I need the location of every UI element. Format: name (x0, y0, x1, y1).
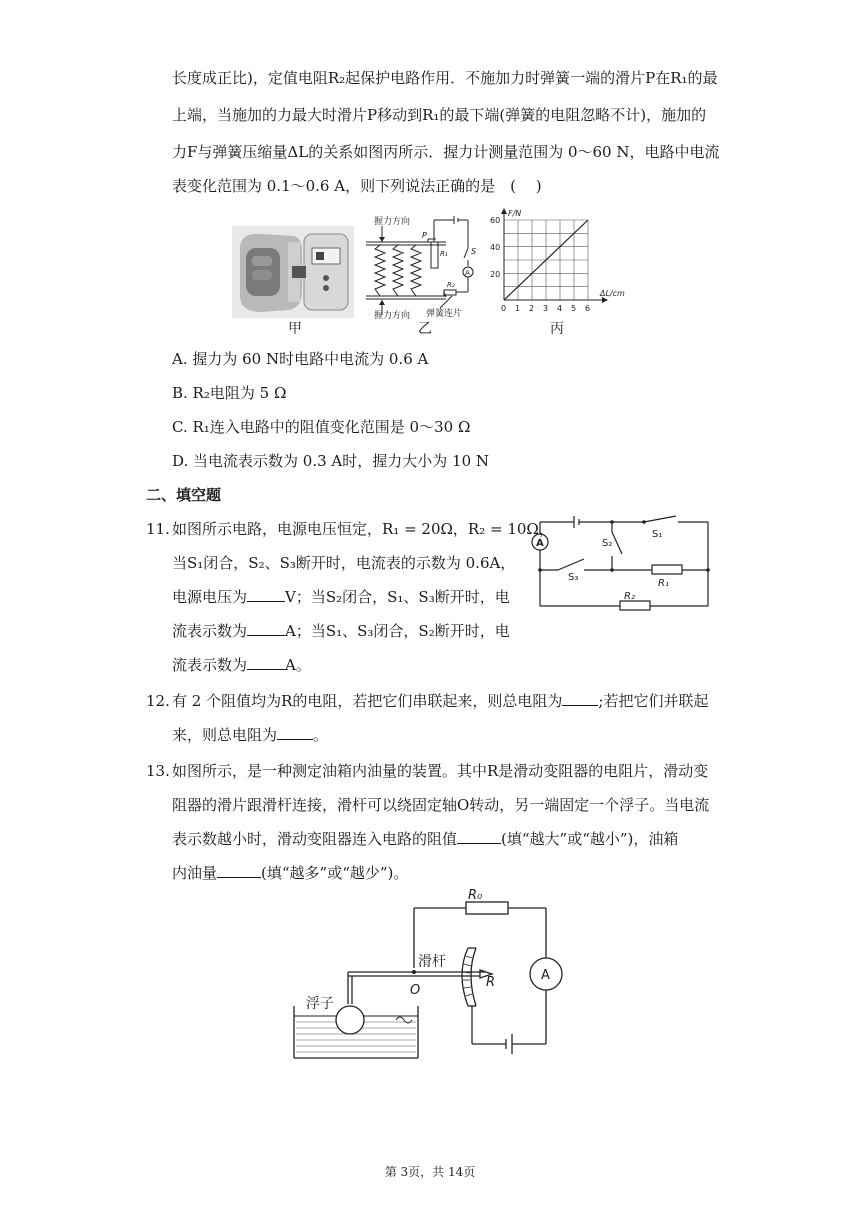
xtick-0: 0 (501, 304, 507, 313)
q11-text-c: 流表示数为 (172, 622, 248, 640)
q13-ammeter-label: A (541, 968, 550, 983)
q13-blank-resistance[interactable] (457, 829, 501, 844)
q13-pivot-label: O (410, 983, 421, 998)
q11-ammeter-label: A (536, 538, 544, 549)
q13-text-d: (填“越多”或“越少”)。 (261, 864, 409, 882)
bing-xlabel: ΔL/cm (600, 289, 625, 298)
q11-line-2: 当S₁闭合，S₂、S₃断开时，电流表的示数为 0.6A， (172, 554, 516, 572)
q10-option-b[interactable]: B. R₂电阻为 5 Ω (172, 384, 287, 402)
q11-text-d: A；当S₁、S₃闭合，S₂断开时，电 (285, 622, 510, 640)
grip-meter-photo (232, 226, 354, 318)
switch-s-label: S (471, 247, 477, 256)
ytick-40: 40 (490, 243, 501, 252)
q12-line-1 (172, 691, 708, 711)
slider-p-label: P (422, 231, 427, 240)
ytick-60: 60 (490, 216, 501, 225)
ytick-20: 20 (490, 270, 501, 279)
q11-text-e: 流表示数为 (172, 656, 248, 674)
q11-number: 11. (146, 520, 170, 538)
q11-r1-label: R₁ (658, 578, 669, 589)
q11-blank-voltage[interactable] (247, 587, 285, 602)
q13-text-c: 内油量 (172, 864, 218, 882)
q11-circuit-diagram (526, 512, 718, 614)
oil-tank-diagram (286, 882, 576, 1082)
xtick-4: 4 (557, 304, 563, 313)
q11-line-5 (172, 655, 311, 675)
fig-yi-label: 乙 (418, 321, 432, 337)
xtick-3: 3 (543, 304, 549, 313)
spring-circuit-diagram (356, 212, 501, 320)
q13-float-label: 浮子 (306, 996, 334, 1012)
xtick-6: 6 (585, 304, 591, 313)
q13-line-2: 阻器的滑片跟滑杆连接，滑杆可以绕固定轴O转动，另一端固定一个浮子。当电流 (172, 796, 710, 814)
q13-r0-label: R₀ (468, 888, 483, 903)
q11-line-1: 如图所示电路，电源电压恒定，R₁ = 20Ω，R₂ = 10Ω， (172, 520, 554, 538)
q10-option-c[interactable]: C. R₁连入电路中的阻值变化范围是 0～30 Ω (172, 418, 471, 436)
q12-text-d: 。 (313, 726, 329, 744)
q11-s2-label: S₂ (602, 538, 613, 549)
q12-number: 12. (146, 692, 170, 710)
section-heading: 二、填空题 (146, 486, 222, 504)
force-compression-chart (488, 206, 638, 318)
q13-text-b: (填“越大”或“越小”)，油箱 (501, 830, 679, 848)
fig-bing-label: 丙 (550, 321, 564, 337)
ammeter-a-label: A (465, 269, 470, 277)
page-footer: 第 3页，共 14页 (384, 1165, 476, 1179)
q13-line-3 (172, 829, 678, 849)
q11-s3-label: S₃ (568, 572, 579, 583)
q12-text-c: 来，则总电阻为 (172, 726, 278, 744)
q13-text-a: 表示数越小时，滑动变阻器连入电路的阻值 (172, 830, 458, 848)
q11-text-f: A。 (285, 656, 311, 674)
q13-line-1: 如图所示，是一种测定油箱内油量的装置。其中R是滑动变阻器的电阻片，滑动变 (172, 762, 709, 780)
q12-text-a: 有 2 个阻值均为R的电阻，若把它们串联起来，则总电阻为 (172, 692, 563, 710)
spring-plate-label: 弹簧连片 (426, 309, 463, 319)
q13-number: 13. (146, 762, 170, 780)
fig-jia-label: 甲 (288, 321, 302, 337)
q11-text-b: V；当S₂闭合，S₁、S₃断开时，电 (285, 588, 510, 606)
q13-blank-oil[interactable] (217, 863, 261, 878)
q12-blank-parallel[interactable] (277, 725, 313, 740)
r2-label: R₂ (447, 281, 455, 289)
xtick-2: 2 (529, 304, 535, 313)
xtick-1: 1 (515, 304, 521, 313)
q13-r-label: R (486, 975, 496, 990)
r1-label: R₁ (440, 250, 448, 258)
q11-s1-label: S₁ (652, 529, 663, 540)
bottom-force-direction-label: 握力方向 (374, 311, 411, 320)
q13-line-4 (172, 863, 408, 883)
q11-line-3 (172, 587, 510, 607)
top-force-direction-label: 握力方向 (374, 217, 411, 227)
q10-line-2: 上端，当施加的力最大时滑片P移动到R₁的最下端(弹簧的电阻忽略不计)，施加的 (172, 106, 707, 124)
q11-line-4 (172, 621, 510, 641)
bing-ylabel: F/N (508, 209, 522, 218)
q12-blank-series[interactable] (562, 691, 598, 706)
q10-option-a[interactable]: A. 握力为 60 N时电路中电流为 0.6 A (172, 350, 429, 368)
q12-text-b: ;若把它们并联起 (598, 692, 709, 710)
xtick-5: 5 (571, 304, 577, 313)
q10-option-d[interactable]: D. 当电流表示数为 0.3 A时，握力大小为 10 N (172, 452, 490, 470)
q12-line-2 (172, 725, 328, 745)
q11-text-a: 电源电压为 (172, 588, 248, 606)
q11-r2-label: R₂ (624, 591, 635, 602)
q13-rod-label: 滑杆 (418, 954, 446, 970)
q10-line-3: 力F与弹簧压缩量ΔL的关系如图丙所示．握力计测量范围为 0～60 N，电路中电流 (172, 143, 720, 161)
q10-line-4: 表变化范围为 0.1～0.6 A，则下列说法正确的是 ( ) (172, 177, 542, 195)
q11-blank-current-1[interactable] (247, 621, 285, 636)
q11-blank-current-2[interactable] (247, 655, 285, 670)
q10-line-1: 长度成正比)，定值电阻R₂起保护电路作用．不施加力时弹簧一端的滑片P在R₁的最 (172, 69, 718, 87)
